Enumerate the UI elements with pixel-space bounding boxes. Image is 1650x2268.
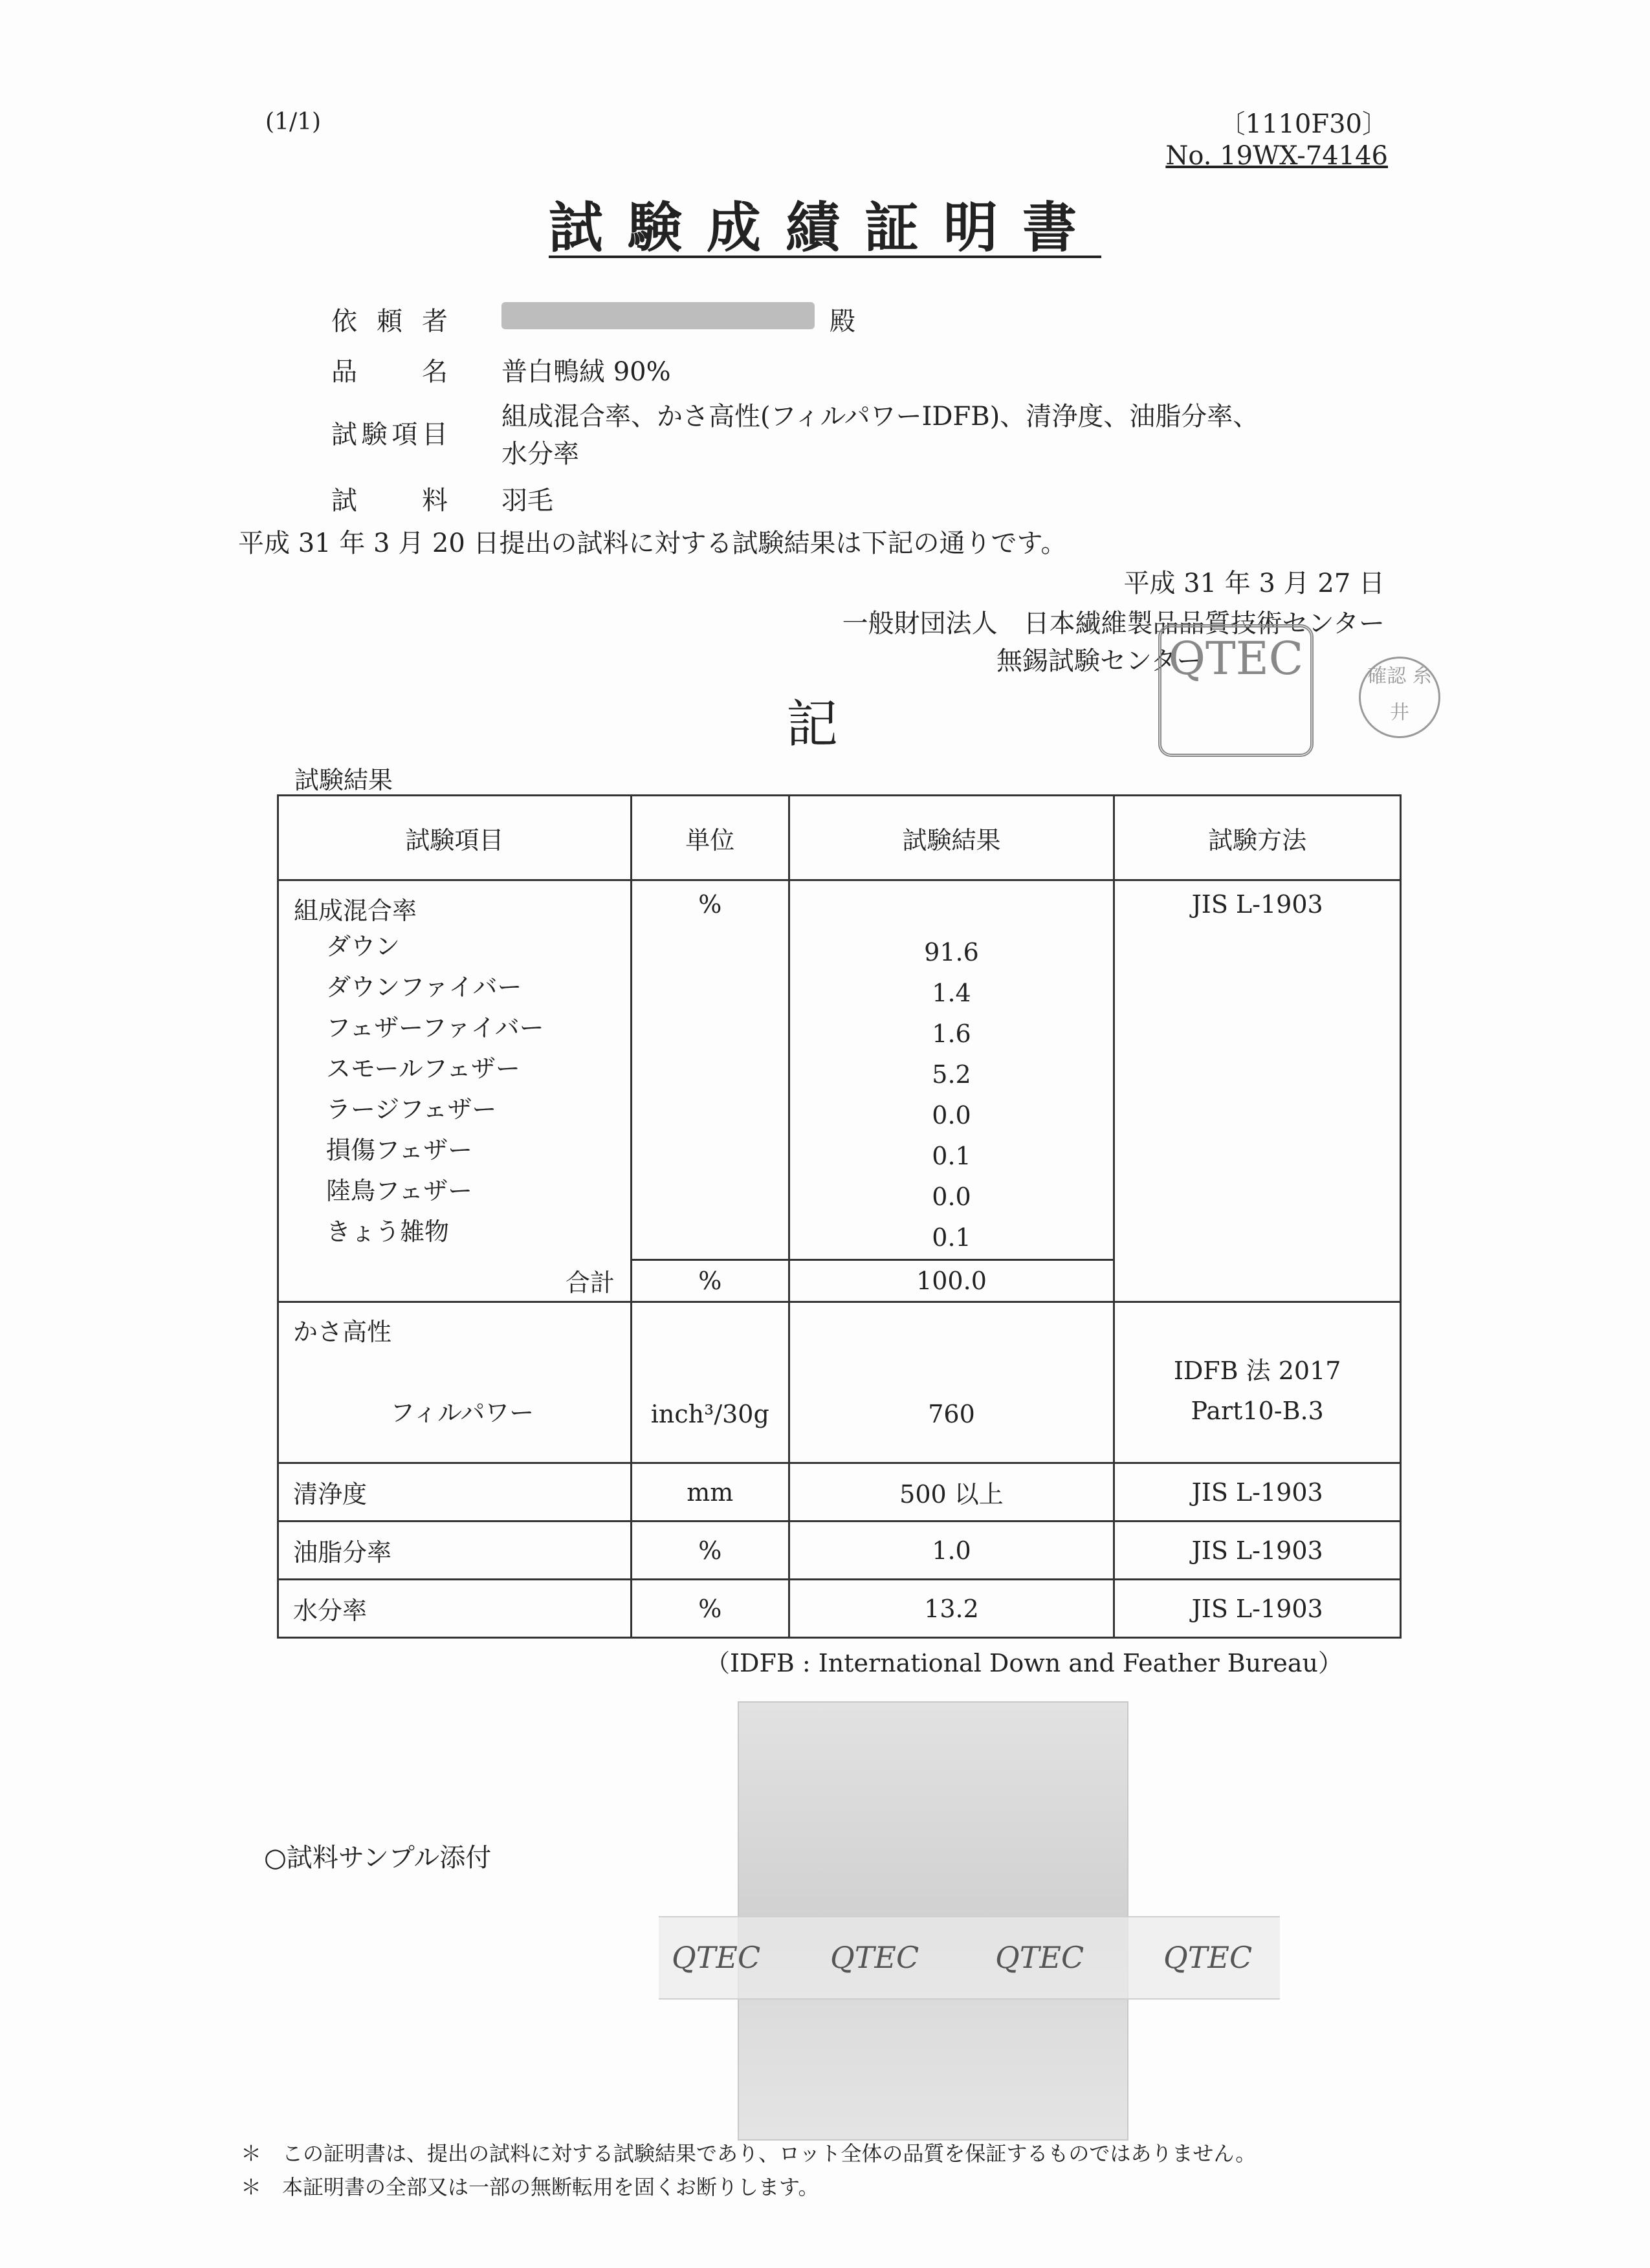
ki-heading: 記 — [786, 694, 838, 754]
qtec-mark: QTEC — [672, 1940, 761, 1975]
approval-seal: 確認 糸井 — [1359, 657, 1440, 738]
row-label: 油脂分率 — [278, 1521, 632, 1580]
row-unit: % — [631, 1521, 789, 1580]
row-value: 1.0 — [789, 1521, 1114, 1580]
row-value: 500 以上 — [789, 1463, 1114, 1521]
sample-label: 試料 — [331, 486, 448, 516]
list-item: ダウン — [326, 932, 401, 961]
sealing-tape — [659, 1916, 1280, 2000]
results-label: 試験結果 — [294, 766, 393, 794]
page-indicator: (1/1) — [265, 109, 322, 135]
list-item: ラージフェザー — [326, 1095, 497, 1124]
value-cell: 0.1 — [932, 1142, 971, 1170]
loft-method-line1: IDFB 法 2017 — [1173, 1357, 1341, 1385]
composition-unit: % — [631, 880, 789, 1260]
header-test-item: 試験項目 — [278, 796, 632, 880]
composition-method: JIS L-1903 — [1114, 880, 1401, 1302]
row-method: JIS L-1903 — [1114, 1580, 1401, 1638]
composition-row — [278, 880, 1401, 1260]
product-label: 品名 — [331, 357, 448, 387]
row-method: JIS L-1903 — [1114, 1463, 1401, 1521]
total-value: 100.0 — [789, 1260, 1114, 1302]
footnote-2: ＊ 本証明書の全部又は一部の無断転用を固くお断りします。 — [241, 2175, 819, 2199]
product-value: 普白鴨絨 90% — [501, 357, 671, 387]
list-item: 損傷フェザー — [326, 1136, 473, 1164]
loft-cell — [278, 1302, 632, 1463]
list-item: ダウンファイバー — [326, 973, 522, 1001]
test-items-value-1: 組成混合率、かさ高性(フィルパワーIDFB)、清浄度、油脂分率、 — [501, 402, 1259, 431]
table-row — [278, 1463, 1401, 1521]
list-item: きょう雑物 — [326, 1217, 450, 1246]
footnote-1: ＊ この証明書は、提出の試料に対する試験結果であり、ロット全体の品質を保証するものではありません。 — [241, 2141, 1257, 2166]
header-result: 試験結果 — [789, 796, 1114, 880]
sample-value: 羽毛 — [501, 486, 553, 516]
statement: 平成 31 年 3 月 20 日提出の試料に対する試験結果は下記の通りです。 — [238, 529, 1067, 558]
list-item: 陸鳥フェザー — [326, 1177, 473, 1205]
row-label: 清浄度 — [278, 1463, 632, 1521]
organization-name: 一般財団法人 日本繊維製品品質技術センター — [842, 609, 1385, 638]
value-cell: 91.6 — [924, 938, 979, 966]
total-unit: % — [631, 1260, 789, 1302]
row-unit: mm — [631, 1463, 789, 1521]
table-row — [278, 1580, 1401, 1638]
row-unit: % — [631, 1580, 789, 1638]
table-header-row — [278, 796, 1401, 880]
title-text: 試験成績証明書 — [548, 195, 1101, 259]
value-cell: 0.0 — [932, 1101, 971, 1129]
qtec-mark: QTEC — [830, 1940, 919, 1975]
redacted-client-name — [501, 302, 815, 329]
results-table — [277, 794, 1402, 1639]
list-item: スモールフェザー — [326, 1054, 520, 1083]
loft-method — [1114, 1302, 1401, 1463]
composition-values — [789, 880, 1114, 1260]
page-title — [0, 184, 1650, 263]
composition-label: 組成混合率 — [294, 897, 417, 925]
value-cell: 5.2 — [932, 1060, 971, 1089]
composition-cell — [278, 880, 632, 1260]
loft-label: かさ高性 — [293, 1318, 392, 1346]
document-number: No. 19WX-74146 — [1165, 141, 1388, 171]
loft-value: 760 — [789, 1302, 1114, 1463]
loft-unit: inch³/30g — [631, 1302, 789, 1463]
list-item: フェザーファイバー — [326, 1014, 544, 1042]
header-unit: 単位 — [631, 796, 789, 880]
loft-row — [278, 1302, 1401, 1463]
idfb-note: （IDFB : International Down and Feather Bureau） — [705, 1649, 1343, 1677]
value-cell: 0.1 — [932, 1223, 971, 1252]
value-cell: 1.4 — [932, 979, 971, 1007]
row-value: 13.2 — [789, 1580, 1114, 1638]
value-cell: 1.6 — [932, 1020, 971, 1048]
client-suffix: 殿 — [830, 307, 855, 336]
client-label: 依頼者 — [331, 307, 448, 336]
qtec-mark: QTEC — [995, 1940, 1084, 1975]
organization-branch: 無錫試験センター — [996, 646, 1203, 676]
issue-date: 平成 31 年 3 月 27 日 — [1123, 569, 1385, 598]
row-method: JIS L-1903 — [1114, 1521, 1401, 1580]
company-stamp: QTEC — [1158, 624, 1314, 757]
total-label: 合計 — [278, 1260, 632, 1302]
document-code: 〔1110F30〕 — [1219, 109, 1388, 139]
row-label: 水分率 — [278, 1580, 632, 1638]
table-row — [278, 1521, 1401, 1580]
test-items-label: 試験項目 — [331, 420, 448, 450]
qtec-mark: QTEC — [1163, 1940, 1253, 1975]
fill-power-label: フィルパワー — [390, 1399, 534, 1427]
value-cell: 0.0 — [932, 1183, 971, 1211]
test-items-value-2: 水分率 — [501, 439, 579, 469]
loft-method-line2: Part10-B.3 — [1191, 1397, 1324, 1425]
header-method: 試験方法 — [1114, 796, 1401, 880]
sample-attached-label: ○試料サンプル添付 — [264, 1843, 492, 1873]
